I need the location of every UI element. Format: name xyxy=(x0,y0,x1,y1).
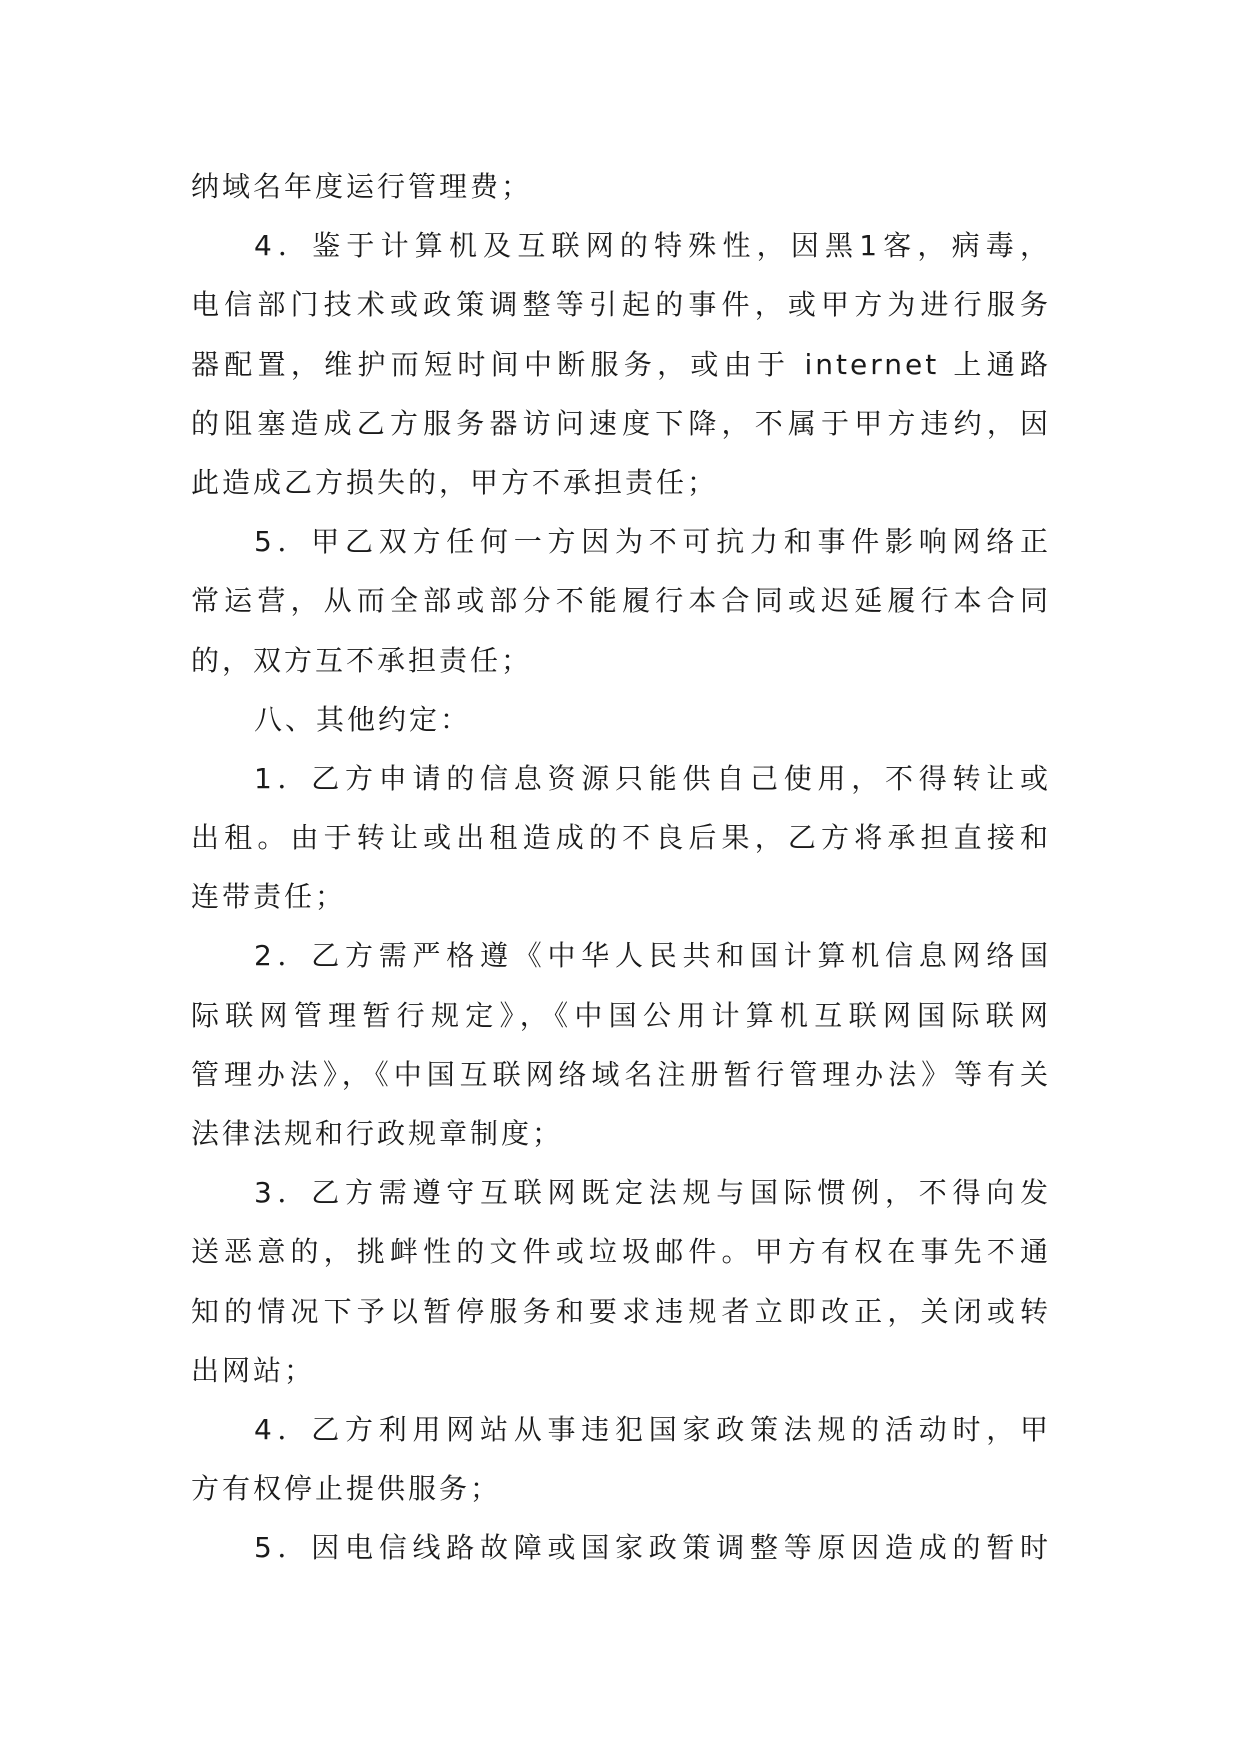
text-line: 际联网管理暂行规定》，《中国公用计算机互联网国际联网 xyxy=(191,998,1051,1032)
text-line: 1．乙方申请的信息资源只能供自己使用，不得转让或 xyxy=(254,761,1051,795)
text-line: 常运营，从而全部或部分不能履行本合同或迟延履行本合同 xyxy=(191,584,1051,618)
document-body xyxy=(191,157,1051,1578)
text-line: 器配置，维护而短时间中断服务，或由于 internet 上通路 xyxy=(191,347,1051,381)
text-line: 出网站； xyxy=(191,1353,316,1387)
text-line: 此造成乙方损失的，甲方不承担责任； xyxy=(191,465,719,499)
text-line: 知的情况下予以暂停服务和要求违规者立即改正，关闭或转 xyxy=(191,1294,1051,1328)
text-line: 管理办法》，《中国互联网络域名注册暂行管理办法》等有关 xyxy=(191,1057,1051,1091)
text-line: 5．因电信线路故障或国家政策调整等原因造成的暂时 xyxy=(254,1531,1051,1565)
text-line: 出租。由于转让或出租造成的不良后果，乙方将承担直接和 xyxy=(191,821,1051,855)
section-heading: 八、其他约定： xyxy=(254,702,472,736)
text-line: 连带责任； xyxy=(191,880,347,914)
text-line: 纳域名年度运行管理费； xyxy=(191,170,533,203)
text-line: 4．鉴于计算机及互联网的特殊性，因黑1客，病毒， xyxy=(254,229,1051,263)
text-line: 2．乙方需严格遵《中华人民共和国计算机信息网络国 xyxy=(254,939,1051,973)
text-line: 法律法规和行政规章制度； xyxy=(191,1117,564,1150)
text-line: 电信部门技术或政策调整等引起的事件，或甲方为进行服务 xyxy=(191,288,1051,322)
text-line: 的阻塞造成乙方服务器访问速度下降，不属于甲方违约，因 xyxy=(191,406,1051,440)
text-line: 方有权停止提供服务； xyxy=(191,1472,502,1506)
text-line: 3．乙方需遵守互联网既定法规与国际惯例，不得向发 xyxy=(254,1176,1051,1210)
text-line: 送恶意的，挑衅性的文件或垃圾邮件。甲方有权在事先不通 xyxy=(191,1235,1051,1269)
text-line: 5．甲乙双方任何一方因为不可抗力和事件影响网络正 xyxy=(254,525,1051,559)
text-line: 4．乙方利用网站从事违犯国家政策法规的活动时，甲 xyxy=(254,1412,1051,1446)
text-line: 的，双方互不承担责任； xyxy=(191,643,533,677)
